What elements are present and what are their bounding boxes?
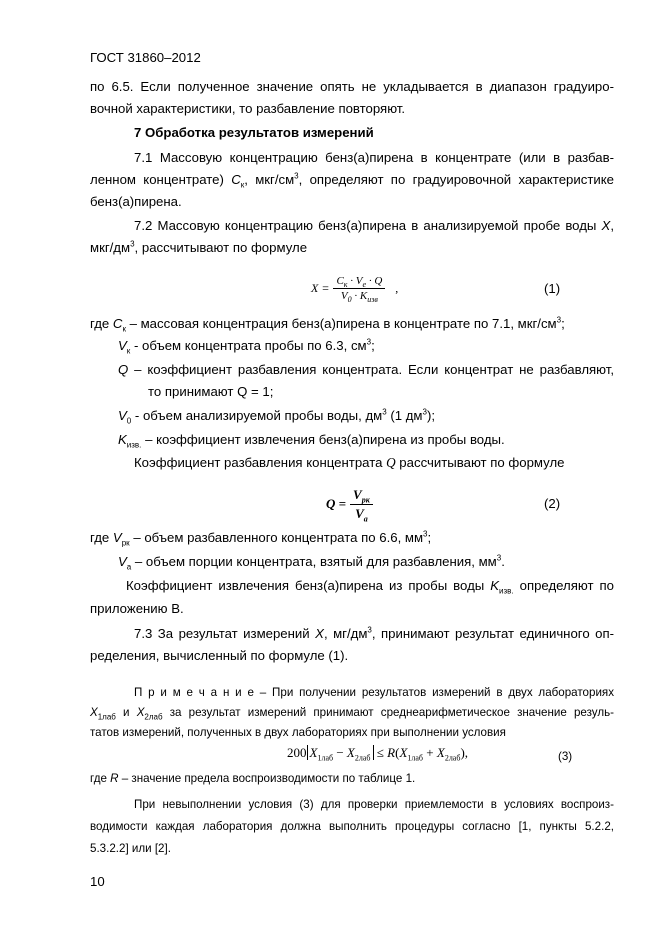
document-code: ГОСТ 31860–2012	[90, 50, 201, 65]
where-line: $V_0$ - объем анализируемой пробы воды, $дм^3$ (1 $дм^3$);	[118, 407, 436, 426]
paragraph-line: 5.3.2.2] или [2].	[90, 842, 171, 855]
where-line: Q – коэффициент разбавления концентрата. Если концентрат не разбавляют,	[118, 362, 614, 377]
note-line: $X_{1лаб}$ и $X_{2лаб}$ за результат измерений принимают среднеарифметическое значение резуль-	[90, 706, 615, 722]
paragraph-line: 7.2 Массовую концентрацию бенз(а)пирена в анализируемой пробе воды X,	[134, 218, 614, 233]
paragraph-line: приложению В.	[90, 601, 184, 616]
where-line: $V_а$ – объем порции концентрата, взятый для разбавления, $мм^3$.	[118, 553, 505, 572]
section-heading: 7 Обработка результатов измерений	[134, 125, 374, 140]
where-line: где R – значение предела воспроизводимости по таблице 1.	[90, 772, 416, 785]
paragraph-line: ленном концентрате) $C_к$, мкг/$см^3$, определяют по градуировочной характеристике	[90, 171, 614, 190]
formula-number: (1)	[544, 281, 561, 296]
paragraph-line: мкг/$дм^3$, рассчитывают по формуле	[90, 239, 308, 255]
formula-2: Q = $\frac{V_{рк}}{V_а}$	[326, 483, 373, 525]
note-line: П р и м е ч а н и е – При получении результатов измерений в двух лабораториях	[134, 686, 615, 699]
paragraph-line: ределения, вычисленный по формуле (1).	[90, 648, 349, 663]
formula-number: (2)	[544, 496, 561, 511]
paragraph-line: Коэффициент разбавления концентрата Q рассчитывают по формуле	[134, 455, 565, 470]
where-line: где $V_{рк}$ – объем разбавленного концентрата по 6.6, $мм^3$;	[90, 529, 432, 548]
note-line: татов измерений, полученных в двух лабораториях при выполнении условия	[90, 726, 506, 739]
paragraph-line: Коэффициент извлечения бенз(а)пирена из пробы воды $K_{изв.}$ определяют по	[126, 578, 614, 596]
paragraph-line: бенз(а)пирена.	[90, 194, 182, 209]
where-line: $V_к$ - объем концентрата пробы по 6.3, $см^3$;	[118, 337, 375, 356]
page-number: 10	[90, 874, 105, 889]
where-line: $K_{изв.}$ – коэффициент извлечения бенз(а)пирена из пробы воды.	[118, 432, 505, 450]
paragraph-line: по 6.5. Если полученное значение опять не укладывается в диапазон градуиро-	[90, 79, 614, 94]
paragraph-line: водимости каждая лаборатория должна выполнить процедуры согласно [1, пункты 5.2.2,	[90, 820, 614, 833]
paragraph-line: 7.1 Массовую концентрацию бенз(а)пирена в концентрате (или в разбав-	[134, 150, 614, 165]
where-line: то принимают Q = 1;	[148, 384, 274, 399]
paragraph-line: вочной характеристики, то разбавление повторяют.	[90, 101, 406, 116]
formula-3: 200 $X_{1лаб} - X_{2лаб} \le R(X_{1лаб} + X_{2лаб})$,	[287, 745, 469, 763]
paragraph-line: При невыполнении условия (3) для проверки приемлемости в условиях воспроиз-	[134, 798, 614, 811]
formula-number: (3)	[558, 750, 573, 763]
where-line: где $C_к$ – массовая концентрация бенз(а)пирена в концентрате по 7.1, мкг/$см^3$;	[90, 315, 565, 334]
paragraph-line: 7.3 За результат измерений X, $мг/дм^3$, принимают результат единичного оп-	[134, 625, 614, 641]
formula-1: X = $\frac{C_к \cdot V_e \cdot Q}{V_0 \cdot K_{изв}}$ ,	[311, 274, 399, 304]
